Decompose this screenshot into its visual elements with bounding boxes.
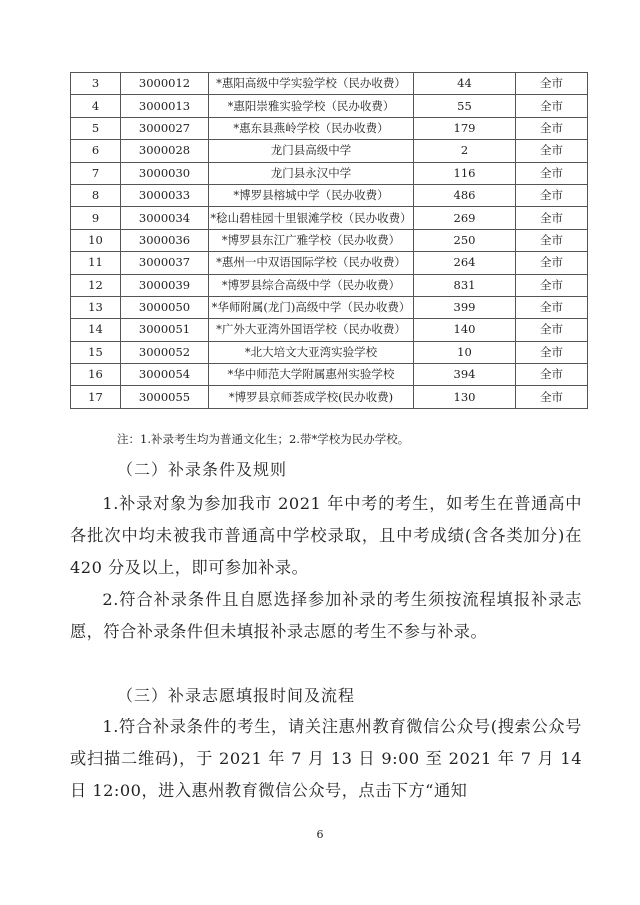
quota-count: 831	[414, 274, 516, 296]
school-name: 龙门县永汉中学	[209, 162, 414, 184]
row-index: 14	[71, 319, 121, 341]
quota-table	[70, 72, 588, 409]
school-code: 3000033	[121, 184, 209, 206]
row-index: 11	[71, 252, 121, 274]
school-code: 3000027	[121, 117, 209, 139]
enrollment-scope: 全市	[516, 296, 588, 318]
enrollment-scope: 全市	[516, 319, 588, 341]
row-index: 12	[71, 274, 121, 296]
table-row	[71, 95, 588, 117]
enrollment-scope: 全市	[516, 207, 588, 229]
quota-count: 140	[414, 319, 516, 341]
quota-count: 116	[414, 162, 516, 184]
enrollment-scope: 全市	[516, 162, 588, 184]
table-row	[71, 319, 588, 341]
school-name: *博罗县榕城中学（民办收费）	[209, 184, 414, 206]
section2-paragraph-1: 1.补录对象为参加我市 2021 年中考的考生，如考生在普通高中各批次中均未被我市普通高中学校录取，且中考成绩(含各类加分)在 420 分及以上，即可参加补录。	[70, 494, 582, 577]
table-row	[71, 207, 588, 229]
enrollment-scope: 全市	[516, 140, 588, 162]
enrollment-scope: 全市	[516, 229, 588, 251]
table-row	[71, 73, 588, 95]
table-row	[71, 296, 588, 318]
table-row	[71, 274, 588, 296]
page-number: 6	[316, 828, 324, 841]
school-code: 3000012	[121, 73, 209, 95]
table-row	[71, 140, 588, 162]
enrollment-scope: 全市	[516, 117, 588, 139]
quota-count: 55	[414, 95, 516, 117]
row-index: 13	[71, 296, 121, 318]
table-row	[71, 252, 588, 274]
table-row	[71, 386, 588, 408]
quota-count: 179	[414, 117, 516, 139]
quota-count: 250	[414, 229, 516, 251]
quota-count: 394	[414, 364, 516, 386]
table-note: 注：1.补录考生均为普通文化生；2.带*学校为民办学校。	[117, 432, 410, 446]
row-index: 8	[71, 184, 121, 206]
school-name: *博罗县东江广雅学校（民办收费）	[209, 229, 414, 251]
school-name: *惠州一中双语国际学校（民办收费）	[209, 252, 414, 274]
school-code: 3000054	[121, 364, 209, 386]
row-index: 10	[71, 229, 121, 251]
school-code: 3000036	[121, 229, 209, 251]
quota-count: 269	[414, 207, 516, 229]
section-heading-3: （三）补录志愿填报时间及流程	[117, 686, 356, 705]
table-row	[71, 341, 588, 363]
enrollment-scope: 全市	[516, 252, 588, 274]
row-index: 9	[71, 207, 121, 229]
quota-count: 10	[414, 341, 516, 363]
quota-count: 44	[414, 73, 516, 95]
enrollment-scope: 全市	[516, 73, 588, 95]
row-index: 4	[71, 95, 121, 117]
school-name: *华师附属(龙门)高级中学（民办收费）	[209, 296, 414, 318]
enrollment-scope: 全市	[516, 386, 588, 408]
school-name: 龙门县高级中学	[209, 140, 414, 162]
table-row	[71, 162, 588, 184]
quota-count: 130	[414, 386, 516, 408]
table-row	[71, 364, 588, 386]
row-index: 17	[71, 386, 121, 408]
school-name: *华中师范大学附属惠州实验学校	[209, 364, 414, 386]
school-name: *惠东县燕岭学校（民办收费）	[209, 117, 414, 139]
row-index: 3	[71, 73, 121, 95]
enrollment-scope: 全市	[516, 274, 588, 296]
school-code: 3000051	[121, 319, 209, 341]
school-code: 3000052	[121, 341, 209, 363]
row-index: 5	[71, 117, 121, 139]
enrollment-scope: 全市	[516, 95, 588, 117]
school-code: 3000050	[121, 296, 209, 318]
school-code: 3000028	[121, 140, 209, 162]
table-row	[71, 229, 588, 251]
school-name: *稔山碧桂园十里银滩学校（民办收费）	[209, 207, 414, 229]
school-name: *广外大亚湾外国语学校（民办收费）	[209, 319, 414, 341]
quota-count: 264	[414, 252, 516, 274]
section-heading-2: （二）补录条件及规则	[117, 460, 288, 479]
table-row	[71, 184, 588, 206]
row-index: 15	[71, 341, 121, 363]
school-code: 3000034	[121, 207, 209, 229]
school-code: 3000039	[121, 274, 209, 296]
school-code: 3000055	[121, 386, 209, 408]
table-row	[71, 117, 588, 139]
school-name: *博罗县京师荟成学校(民办收费)	[209, 386, 414, 408]
school-name: *北大培文大亚湾实验学校	[209, 341, 414, 363]
enrollment-scope: 全市	[516, 341, 588, 363]
quota-count: 399	[414, 296, 516, 318]
school-code: 3000013	[121, 95, 209, 117]
enrollment-scope: 全市	[516, 364, 588, 386]
row-index: 7	[71, 162, 121, 184]
school-code: 3000037	[121, 252, 209, 274]
quota-count: 486	[414, 184, 516, 206]
section2-paragraph-2: 2.符合补录条件且自愿选择参加补录的考生须按流程填报补录志愿，符合补录条件但未填报补录志愿的考生不参与补录。	[70, 590, 582, 641]
enrollment-scope: 全市	[516, 184, 588, 206]
school-name: *惠阳崇雅实验学校（民办收费）	[209, 95, 414, 117]
row-index: 6	[71, 140, 121, 162]
school-name: *惠阳高级中学实验学校（民办收费）	[209, 73, 414, 95]
quota-count: 2	[414, 140, 516, 162]
school-name: *博罗县综合高级中学（民办收费）	[209, 274, 414, 296]
row-index: 16	[71, 364, 121, 386]
section3-paragraph-1: 1.符合补录条件的考生，请关注惠州教育微信公众号(搜索公众号或扫描二维码)，于 2021 年 7 月 13 日 9:00 至 2021 年 7 月 14 日 12:00，进入惠州教育微信公众号，点击下方“通知	[70, 717, 582, 800]
school-code: 3000030	[121, 162, 209, 184]
